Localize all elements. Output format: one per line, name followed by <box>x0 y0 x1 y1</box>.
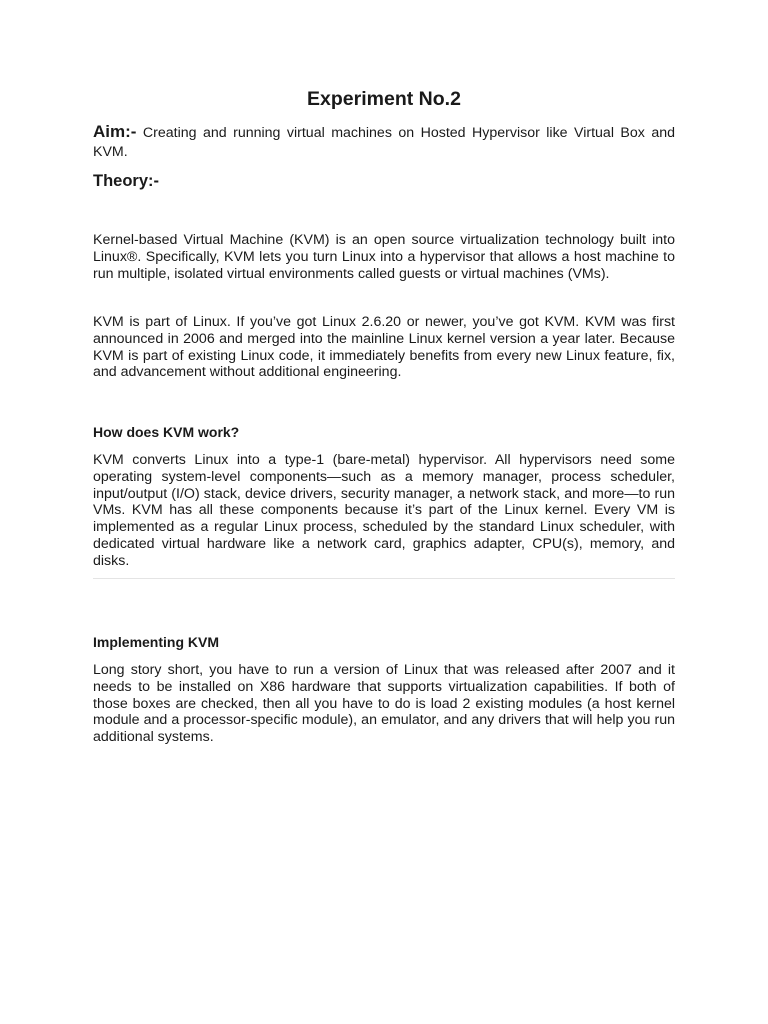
how-kvm-works-heading: How does KVM work? <box>93 424 240 440</box>
aim-text: Creating and running virtual machines on Hosted Hypervisor like Virtual Box and KVM. <box>93 125 675 160</box>
implementing-kvm-heading: Implementing KVM <box>93 634 220 650</box>
aim-statement <box>93 122 675 162</box>
implementing-kvm-paragraph: Long story short, you have to run a version of Linux that was released after 2007 and it needs to be installed on X86 hardware that supports virtualization capabilities. If both of those boxes are checked, then all you have to do is load 2 existing modules (a host kernel module and a processor-specific module), an emulator, and any drivers that will help you run additional systems. <box>93 662 675 746</box>
document-page <box>93 0 675 1024</box>
part-of-linux-paragraph: KVM is part of Linux. If you’ve got Linux 2.6.20 or newer, you’ve got KVM. KVM was first announced in 2006 and merged into the mainline Linux kernel version a year later. Because KVM is part of existing Linux code, it immediately benefits from every new Linux feature, fix, and advancement without additional engineering. <box>93 314 675 381</box>
aim-label: Aim:- <box>93 122 137 141</box>
page-title: Experiment No.2 <box>307 88 461 110</box>
intro-paragraph: Kernel-based Virtual Machine (KVM) is an open source virtualization technology built into Linux®. Specifically, KVM lets you turn Linux into a hypervisor that allows a host machine to run multiple, isolated virtual environments called guests or virtual machines (VMs). <box>93 232 675 282</box>
theory-heading: Theory:- <box>93 172 159 190</box>
section-divider <box>93 578 675 579</box>
how-kvm-works-paragraph: KVM converts Linux into a type-1 (bare-metal) hypervisor. All hypervisors need some operating system-level components—such as a memory manager, process scheduler, input/output (I/O) stack, device drivers, security manager, a network stack, and more—to run VMs. KVM has all these components because it’s part of the Linux kernel. Every VM is implemented as a regular Linux process, scheduled by the standard Linux scheduler, with dedicated virtual hardware like a network card, graphics adapter, CPU(s), memory, and disks. <box>93 452 675 569</box>
